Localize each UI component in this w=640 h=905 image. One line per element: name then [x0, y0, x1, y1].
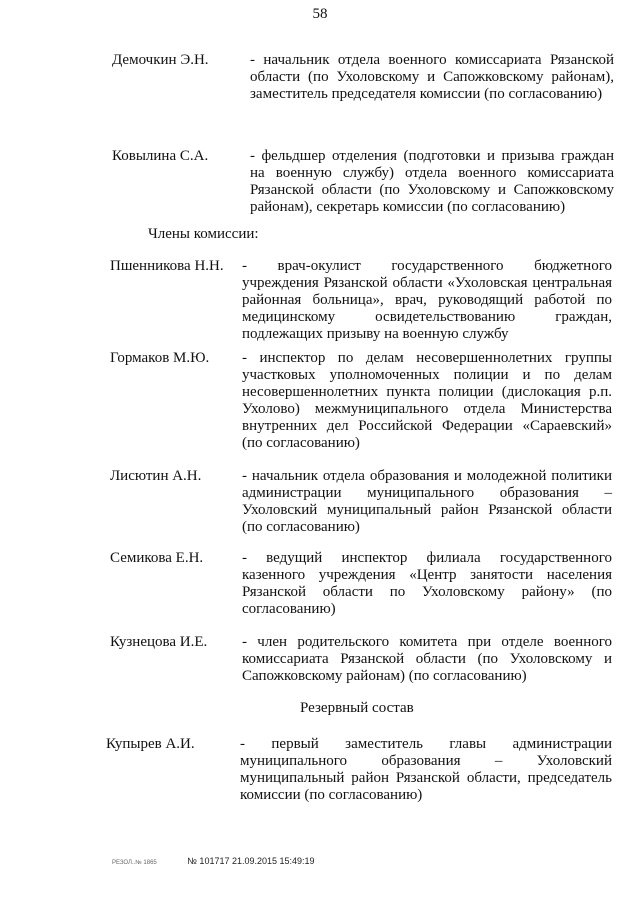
person-name: Купырев А.И.	[106, 736, 195, 752]
footer-registration	[112, 856, 315, 869]
reserve-heading: Резервный состав	[300, 700, 414, 716]
footer-left-text: РЕЗОЛ..№ 1865	[112, 860, 157, 866]
person-name: Ковылина С.А.	[112, 148, 209, 164]
person-name: Демочкин Э.Н.	[112, 52, 209, 68]
person-role: - инспектор по делам несовершеннолетних группы участковых уполномоченных полиции и по делам несовершеннолетних пункта полиции (дислокация р.п. Ухолово) межмуниципального отдела Министерства внутренних дел Российской Федерации «Сараевский» (по согласованию)	[242, 350, 612, 451]
person-role: - начальник отдела образования и молодежной политики администрации муниципального образования – Ухоловский муниципальный район Рязанской области (по согласованию)	[242, 468, 612, 535]
person-role: - фельдшер отделения (подготовки и призыва граждан на военную службу) отдела военного комиссариата Рязанской области (по Ухоловскому и Сапожковскому районам), секретарь комиссии (по согласованию)	[250, 148, 614, 215]
person-role: - ведущий инспектор филиала государственного казенного учреждения «Центр занятости населения Рязанской области по Ухоловскому району» (по согласованию)	[242, 550, 612, 617]
person-name: Лисютин А.Н.	[110, 468, 202, 484]
person-name: Кузнецова И.Е.	[110, 634, 208, 650]
person-name: Гормаков М.Ю.	[110, 350, 210, 366]
page-number: 58	[312, 6, 328, 22]
person-role: - первый заместитель главы администрации муниципального образования – Ухоловский муниципальный район Рязанской области, председатель комиссии (по согласованию)	[240, 736, 612, 803]
person-role: - врач-окулист государственного бюджетного учреждения Рязанской области «Ухоловская центральная районная больница», врач, руководящий работой по медицинскому освидетельствованию граждан, подлежащих призыву на военную службу	[242, 258, 612, 342]
footer-stamp: № 101717 21.09.2015 15:49:19	[187, 856, 315, 866]
person-role: - член родительского комитета при отделе военного комиссариата Рязанской области (по Ухоловскому и Сапожковскому районам) (по согласованию)	[242, 634, 612, 684]
person-role: - начальник отдела военного комиссариата Рязанской области (по Ухоловскому и Сапожковскому районам), заместитель председателя комиссии (по согласованию)	[250, 52, 614, 102]
person-name: Семикова Е.Н.	[110, 550, 204, 566]
members-heading: Члены комиссии:	[148, 226, 259, 242]
person-name: Пшенникова Н.Н.	[110, 258, 224, 274]
